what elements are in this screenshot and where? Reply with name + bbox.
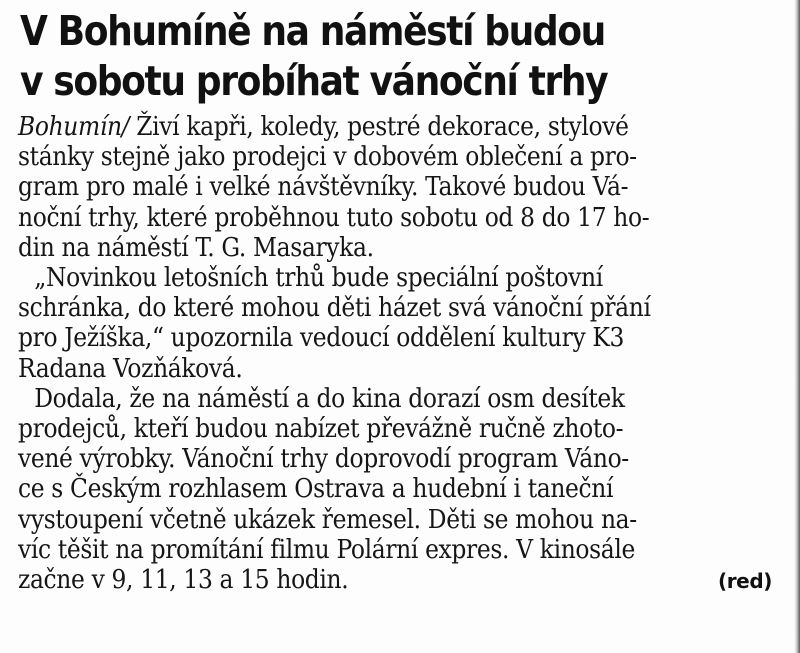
headline-line-2: v sobotu probíhat vánoční trhy xyxy=(20,57,608,105)
paragraph-3-line-7: začne v 9, 11, 13 a 15 hodin. xyxy=(18,565,349,596)
paragraph-1-line-2: stánky stejně jako prodejci v dobovém oblečení a pro- xyxy=(18,142,637,173)
paragraph-1-line-1 xyxy=(18,112,702,142)
closing-row xyxy=(18,565,778,596)
page-edge-shadow xyxy=(794,0,800,653)
paragraph-3-line-6: víc těšit na promítání filmu Polární expres. V kinosále xyxy=(18,534,635,565)
article-headline xyxy=(20,6,607,106)
paragraph-2-line-2: schránka, do které mohou děti házet svá vánoční přání xyxy=(18,293,651,324)
paragraph-3-line-1: Dodala, že na náměstí a do kina dorazí osm desítek xyxy=(34,383,625,414)
author-signature: (red) xyxy=(717,569,772,594)
paragraph-3-line-3: vené výrobky. Vánoční trhy doprovodí program Váno- xyxy=(18,444,629,475)
paragraph-3 xyxy=(18,384,778,596)
paragraph-1-line-5: din na náměstí T. G. Masaryka. xyxy=(18,232,374,263)
paragraph-2 xyxy=(18,263,778,384)
paragraph-1 xyxy=(18,112,778,263)
dateline: Bohumín/ xyxy=(18,112,130,142)
headline-line-1: V Bohumíně na náměstí budou xyxy=(20,7,605,55)
paragraph-2-line-3: pro Ježíška,“ upozornila vedoucí oddělení kultury K3 xyxy=(18,323,625,354)
article-body xyxy=(18,112,778,596)
paragraph-2-line-4: Radana Vozňáková. xyxy=(18,353,243,384)
paragraph-1-line-1-text: Živí kapři, koledy, pestré dekorace, stylové xyxy=(129,112,629,142)
paragraph-3-line-4: ce s Českým rozhlasem Ostrava a hudební i taneční xyxy=(18,474,614,505)
paragraph-1-line-3: gram pro malé i velké návštěvníky. Takové budou Vá- xyxy=(18,172,629,203)
paragraph-3-line-5: vystoupení včetně ukázek řemesel. Děti se mohou na- xyxy=(18,504,637,535)
paragraph-3-line-2: prodejců, kteří budou nabízet převážně ručně zhoto- xyxy=(18,414,624,445)
paragraph-2-line-1: „Novinkou letošních trhů bude speciální poštovní xyxy=(34,263,603,294)
paragraph-1-line-4: noční trhy, které proběhnou tuto sobotu od 8 do 17 ho- xyxy=(18,202,650,233)
